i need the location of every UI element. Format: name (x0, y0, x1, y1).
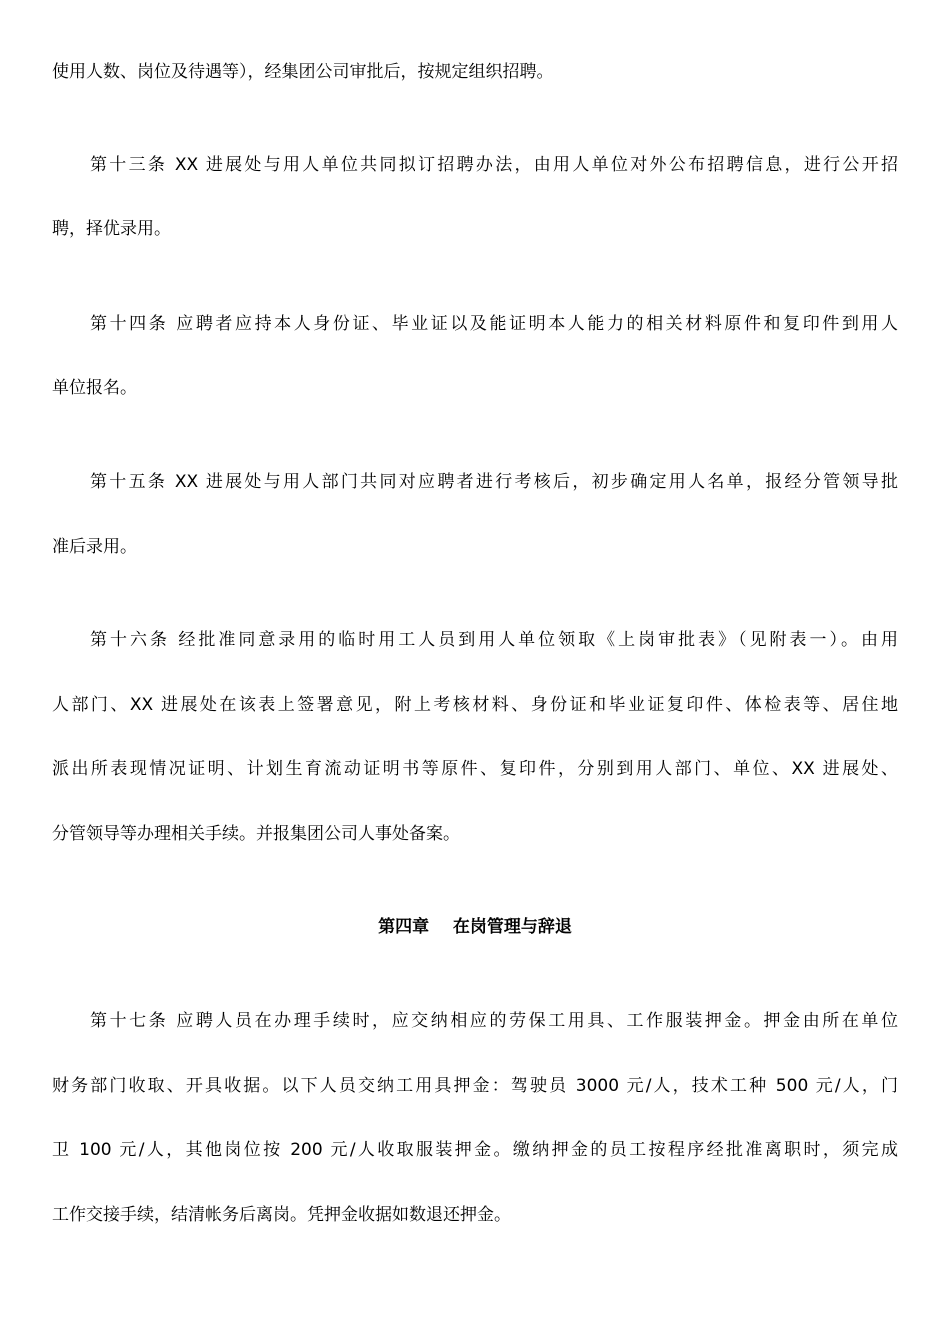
article-13-line-1: 第十三条 XX 进展处与用人单位共同拟订招聘办法，由用人单位对外公布招聘信息，进行公开招 (90, 155, 898, 175)
paragraph-line: 使用人数、岗位及待遇等），经集团公司审批后，按规定组织招聘。 (52, 62, 554, 82)
article-16-line-1: 第十六条 经批准同意录用的临时用工人员到用人单位领取《上岗审批表》（见附表一）。由用 (90, 630, 898, 650)
chapter-heading: 第四章 在岗管理与辞退 (378, 917, 572, 937)
article-14-line-1: 第十四条 应聘者应持本人身份证、毕业证以及能证明本人能力的相关材料原件和复印件到用人 (90, 314, 898, 334)
article-17-line-3: 卫 100 元/人，其他岗位按 200 元/人收取服装押金。缴纳押金的员工按程序经批准离职时，须完成 (52, 1140, 898, 1160)
article-14-line-2: 单位报名。 (52, 378, 137, 398)
article-15-line-1: 第十五条 XX 进展处与用人部门共同对应聘者进行考核后，初步确定用人名单，报经分管领导批 (90, 472, 898, 492)
article-16-line-3: 派出所表现情况证明、计划生育流动证明书等原件、复印件，分别到用人部门、单位、XX 进展处、 (52, 759, 898, 779)
article-17-line-2: 财务部门收取、开具收据。以下人员交纳工用具押金：驾驶员 3000 元/人，技术工种 500 元/人，门 (52, 1076, 898, 1096)
article-13-line-2: 聘，择优录用。 (52, 219, 171, 239)
article-16-line-2: 人部门、XX 进展处在该表上签署意见，附上考核材料、身份证和毕业证复印件、体检表等、居住地 (52, 695, 898, 715)
article-17-line-4: 工作交接手续，结清帐务后离岗。凭押金收据如数退还押金。 (52, 1205, 511, 1225)
article-15-line-2: 准后录用。 (52, 537, 137, 557)
article-16-line-4: 分管领导等办理相关手续。并报集团公司人事处备案。 (52, 824, 460, 844)
article-17-line-1: 第十七条 应聘人员在办理手续时，应交纳相应的劳保工用具、工作服装押金。押金由所在单位 (90, 1011, 898, 1031)
